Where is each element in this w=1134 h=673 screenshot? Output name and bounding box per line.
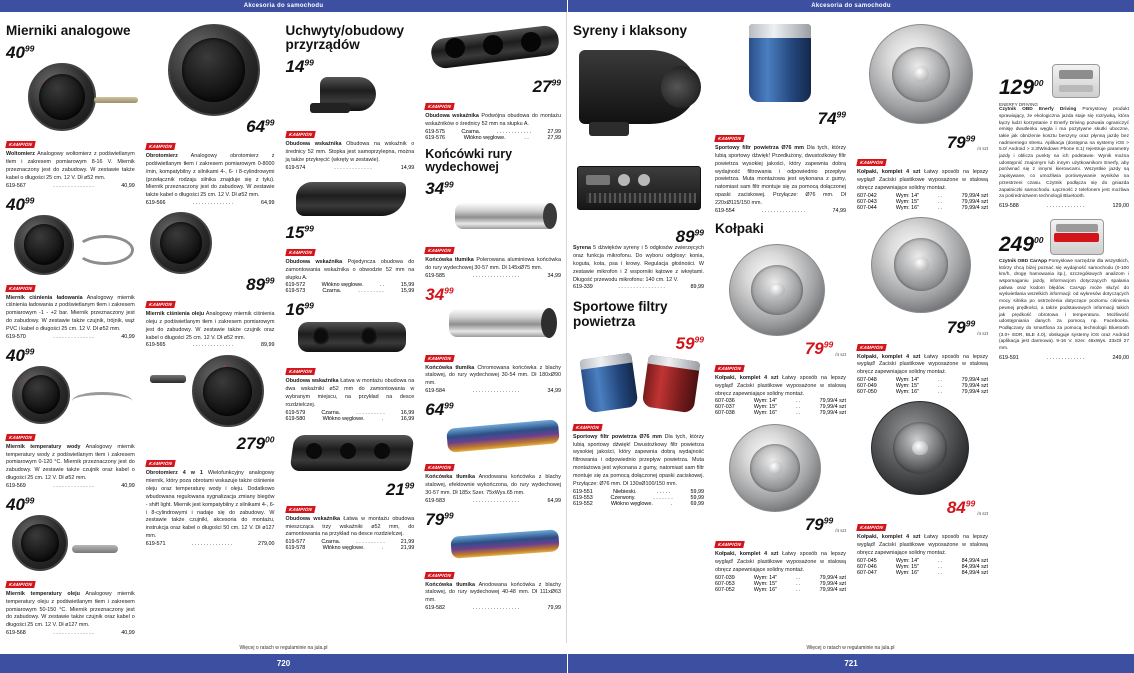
product-description: Sportowy filtr powietrza Ø76 mm Dla tych, którzy lubią sportowy dźwięk! Dwustożkowy filtr powietrza wysokiej jakości, który zapewnia dobrą wydajność filtrowania i odpowiednio przepływ powietrza. Muta montażowa jest wykonana z gumy, natomiast sam filtr montuje się za pomocą dołączonej opaski zaciskowej. Przyłącze: Ø76 mm. Dł 130xØ100/150 mm. [573,433,704,487]
product-code-line: 619-568 . . . . . . . . . . . . . . 40,99 [6,630,135,636]
price: $89^{99}$ [246,275,275,295]
product-description: Czytnik OBD CarApp Pomysłowe narzędzie dla wszystkich, którzy chcą biżej poznać się wydajność samochodu (0-100 km/h, drogę hamowania itp.), szczegółowych analizom i wspomaganiu jazdy, informacjom dotyczących spalania paliwa oraz kodom błędów. CarApp może służyć do wyświetlania wszelkich informacji: od wykresów dotyczących mocy silnika po ostrzeżenia dotyczące poziomu ciśnienia pewnej prędkości, a także podstawowych informacji takich jak prędkość obrotowa i temperatura. Możliwość udostępniania danych za pomocą np. Facebooka. Podłączany do smartfona za pomocą technologii Bluetooth (3.0+ EDR, BLE 4.0), obsługuje systemy iOS oraz Android (aplikacja jest darmowa). 9-16 V. Szer. 46xWys. 33xGł 27 mm. [999,258,1129,352]
price: $59^{99}$ [675,333,704,353]
product-item [6,44,135,188]
product-code: 619-571 [145,540,166,547]
banner-right: Akcesoria do samochodu [567,0,1134,12]
product-code: 619-565 [145,342,166,349]
column-exhaust-tips [419,18,566,643]
product-image [146,24,275,116]
product-description: Kołpaki, komplet 4 szt Łatwy sposób na lepszy wygląd! Zaciski plastikowe wyposażone w stalową obręcz zapewniające solidny montaż. [857,534,988,556]
price: $64^{99}$ [246,117,275,137]
product-code: 619-576 [425,134,446,141]
product-image [573,166,704,226]
price: $15^{99}$ [285,222,314,242]
product-description: Końcówka tłumika Anodowana końcówka z blachy stalowej, efektownie wykończona, do rury wydechowej 30-57 mm. Dł 185x Szer. 75xWys.65 mm. [425,474,561,496]
product-code-price: 79,99/4 szt [961,377,988,384]
product-code-line: 619-552 Włókno węglowe. . 69,99 [573,500,704,507]
product-code-line: 607-039 Wym: 14" . . 79,99/4 szt [715,574,846,581]
product-description: Kołpaki, komplet 4 szt Łatwy sposób na lepszy wygląd! Zaciski plastikowe wyposażone w stalową obręcz zapewniające solidny montaż. [715,551,846,574]
brand-logo: KAMPION [285,249,316,256]
unit-label: /4 szt [835,351,846,357]
product-code-line: 607-052 Wym: 16" . . 79,99/4 szt [715,586,846,593]
price: $64^{99}$ [425,400,454,420]
product-image [146,212,275,274]
product-code-line: 619-588 . . . . . . . . . . . . . 129,00 [999,202,1129,209]
product-code: 619-579 [285,409,306,416]
product-code-line: 619-573 Czarna. . . . . . . . . . 15,99 [285,288,415,295]
product-code-price: 14,99 [400,164,415,171]
product-code-price: 21,99 [400,539,415,546]
footer-note-left: Więcej o ratach w regulaminie na jula.pl [239,645,328,651]
product-name: Końcówka tłumika [425,257,474,263]
column-sirens [567,18,709,643]
product-code-price: 79,99/4 szt [819,404,846,411]
product-name: Kołpaki, komplet 4 szt [857,353,921,360]
product-name: Końcówka tłumika [425,581,475,588]
product-name: Obrotomierz 4 w 1 [145,470,203,477]
product-name: Obudowa wskaźnika [285,258,343,265]
product-code-line: 619-576 Włókno węglowe. . . 27,99 [425,134,561,141]
product-code-price: 79,99/4 szt [819,586,846,593]
page-banners [0,0,1134,12]
section-title-analog: Mierniki analogowe [6,23,131,39]
product-code-price: 40,99 [121,333,135,340]
product-image [425,528,561,562]
price: $74^{99}$ [817,109,846,129]
product-code: 619-573 [285,288,306,295]
section-title-sirens: Syreny i klaksony [573,23,688,39]
product-code-line: 607-045 Wym: 14" . . 84,99/4 szt [857,557,988,564]
product-code-price: 64,99 [261,200,275,207]
product-code-price: 40,99 [121,630,135,636]
product-code: 619-591 [999,354,1019,361]
product-code: 619-553 [573,494,593,501]
product-code: 619-568 [6,630,26,636]
product-name: Kołpaki, komplet 4 szt [715,374,779,381]
price: $89^{99}$ [675,227,704,247]
price: $79^{99}$ [946,317,976,337]
product-image [857,24,988,132]
product-code-line: 619-578 Włókno węglowe. . 21,99 [285,545,415,552]
price: $249^{00}$ [999,232,1044,256]
price: $21^{99}$ [385,479,415,499]
product-description: Obudowa wskaźnika Obudowa na wskaźnik o średnicy 52 mm. Stopka jest samoprzylepna, można ją także przykręcić (wkręty w zestawie). [285,141,415,164]
product-image [715,242,846,338]
product-code-price: 89,99 [261,342,275,349]
product-code: 607-049 [857,383,877,390]
product-code-price: 89,99 [690,284,704,291]
product-image [286,75,415,121]
page-number-right: 721 [567,654,1134,673]
product-code: 619-583 [425,497,446,504]
price: $79^{99}$ [425,509,454,529]
product-image [425,197,561,237]
product-name: Obudowa wskaźnika [285,515,341,522]
product-code-price: 79,99/4 szt [961,383,988,390]
product-name: Miernik temperatury wody [6,443,81,450]
product-description: Obudowa wskaźnika Łatwa w montażu obudowa na dwa wskaźniki ø52 mm do zamontowania w wybranym miejscu, na przykład na desce rozdzielczej. [285,378,415,408]
section-title-filters: Sportowe filtry powietrza [573,299,668,329]
footer-notes [0,643,1134,654]
product-code: 619-566 [145,200,166,207]
product-name: Kołpaki, komplet 4 szt [857,169,921,176]
brand-logo: KAMPION [714,365,745,372]
product-image [715,22,846,108]
product-code-line: 607-049 Wym: 15" . . 79,99/4 szt [857,383,988,390]
product-code-line: 619-584 . . . . . . . . . . . . . . . . 34,99 [425,388,561,395]
brand-logo: KAMPION [425,355,456,362]
product-description: Obudowa wskaźnika Podwójna obudowa do montażu wskaźników o średnicy 52 mm na słupku A. [425,113,561,127]
unit-label: /4 szt [835,528,846,534]
price: $14^{99}$ [285,57,314,77]
brand-logo: KAMPION [285,506,316,513]
product-item [286,301,415,421]
product-code-price: 16,99 [400,409,415,416]
product-description: Syrena 5 dźwięków syreny i 5 odgłosów zwierzęcych oraz funkcja mikrofonu. Do wyboru odgłosy: konia, koguta, kota, psa i krowy. Regulacja głośności. W zestawie mikrofon i 2 wsporniki kątowe z wkrętami. Długość przewodu mikrofonu: 140 cm. 12 V. [573,245,704,283]
product-code: 607-036 [715,398,735,405]
product-code-line: 607-037 Wym: 15" . . 79,99/4 szt [715,404,846,411]
product-code-line: 619-566 . . . . . . . . . . . . . . 64,99 [145,200,275,207]
product-code: 619-551 [573,488,593,495]
brand-logo: KAMPION [285,368,316,375]
product-description: Obudowa wskaźnika Pojedyncza obudowa do zamontowania wskaźnika o obwodzie 52 mm na słupku A. [285,258,415,281]
product-code: 619-588 [999,202,1019,209]
product-code: 619-554 [715,207,735,214]
product-code-line: 607-044 Wym: 16" . . 79,99/4 szt [857,204,988,211]
brand-logo: KAMPION [714,541,745,548]
price: $79^{99}$ [804,338,834,358]
product-item [6,347,135,489]
product-name: Kołpaki, komplet 4 szt [715,551,779,558]
product-image [425,22,561,76]
price: $129^{00}$ [999,76,1044,100]
product-code-price: 279,00 [258,540,275,547]
price: $279^{00}$ [236,434,275,454]
brand-logo: KAMPION [856,344,887,351]
brand-logo: KAMPION [5,434,36,441]
right-page [567,12,1134,643]
product-code: 619-569 [6,482,26,489]
product-item [425,180,561,279]
product-code-price: 84,99/4 szt [961,563,988,570]
product-code-price: 59,99 [690,488,704,495]
product-code-line: 619-572 Włókno węglowe. . . 15,99 [285,282,415,289]
product-code-line: 607-053 Wym: 15" . . 79,99/4 szt [715,580,846,587]
section-title-exhaust: Końcówki rury wydechowej [425,146,513,174]
product-image [6,515,135,571]
product-name: Miernik temperatury oleju [6,590,80,597]
product-image [146,355,275,433]
product-name: Obrotomierz [145,153,178,160]
price: $79^{99}$ [946,133,976,153]
product-name: Obudowa wskaźnika [285,378,339,385]
product-description: Miernik temperatury wody Analogowy miernik temperatury wody z podświetlanym tłem i zakresem pomiarowym 0-120 °C. Miernik przeznaczony jest do zabudowy. W zestawie także czujnik oraz kabel o długości 25 cm. 12 V. Dł ø52 mm. [6,443,135,482]
product-description: Miernik ciśnienia oleju Analogowy miernik ciśnienia oleju z podświetlanym tłem i zakresem pomiarowym jest do zabudowy. W zestawie także czujnik oraz kabel o długości 25 cm. 12 V. Dł ø52 mm. [145,311,275,341]
brand-logo: KAMPION [425,247,456,254]
brand-logo: KAMPION [5,581,36,588]
product-item [146,212,275,348]
product-code: 607-038 [715,410,735,417]
footer-note-right: Więcej o ratach w regulaminie na jula.pl [806,645,895,651]
product-item [425,286,561,394]
product-code-line: 619-554 . . . . . . . . . . . . . . . 74,99 [715,207,846,214]
product-code-price: 15,99 [400,282,415,289]
product-description: Końcówka tłumika Chromowana końcówka z blachy stalowej, do rury wydechowej 30-54 mm. Dł 180xØ90 mm. [425,364,561,387]
product-code-price: 34,99 [547,388,561,395]
product-code-line: 619-583 . . . . . . . . . . . . . . . . 64,99 [425,497,561,504]
product-description: Obrotomierz Analogowy obrotomierz z podświetlanym tłem i zakresem pomiarowym 0-8000 /min, kompatybilny z silnikami 4-, 6- i 8-cylindrowymi (przełącznik rodzaju silnika znajduje się z tyłu). Miernik przeznaczony jest do zabudowy. W zestawie także kabel o długości 25 cm. 12 V. Dł ø52 mm. [145,153,275,199]
product-code-price: 79,99 [547,605,561,612]
brand-logo: KAMPION [425,464,456,471]
product-code-price: 27,99 [547,128,561,135]
product-image [857,401,988,497]
price: $40^{99}$ [6,194,35,214]
product-code: 619-580 [285,415,306,422]
product-code-line: 619-570 . . . . . . . . . . . . . . 40,99 [6,333,135,340]
product-image [857,217,988,317]
product-code-price: 79,99/4 szt [961,198,988,205]
product-code: 619-584 [425,388,446,395]
brand-logo: KAMPION [5,285,36,292]
product-code-price: 79,99/4 szt [819,398,846,405]
column-hubcaps-2 [851,18,993,643]
price: $27^{99}$ [532,77,561,97]
product-code: 607-037 [715,404,735,411]
product-description: Obrotomierz 4 w 1 Wielofunkcyjny analogowy miernik, który poza obrotami wskazuje także ciśnienie oleju oraz temperaturę wody i oleju. Dodatkowo wbudowana regulowana sygnalizacja zmiany biegów - shift light. Miernik jest kompatybilny z silnikami 4-, 6- i 8-cylindrowymi i nadaje się do zabudowy. W zestawie także czujniki, akcesoria do montażu, instrukcja oraz kabel o długości 50 cm. 12 V. Dł ø127 mm. [145,470,275,539]
product-code-line: 619-577 Czarna. . . . . . . . . . . 21,99 [285,539,415,546]
price: $84^{99}$ [946,498,976,518]
banner-left: Akcesoria do samochodu [0,0,567,12]
product-name: Miernik ciśnienia ładowania [6,294,83,301]
product-name: Końcówka tłumika [425,364,475,371]
product-code-price: 27,99 [547,134,561,141]
product-code: 619-582 [425,605,446,612]
product-code: 619-575 [425,128,446,135]
product-code-line: 619-575 Czarna. . . . . . . . . . . . . 27,99 [425,128,561,135]
product-code-price: 40,99 [121,182,135,189]
product-code: 619-572 [285,282,306,289]
product-code: 607-039 [715,574,735,581]
product-code-price: 74,99 [832,207,846,214]
product-item [425,401,561,503]
product-code-line: 607-038 Wym: 16" . . 79,99/4 szt [715,410,846,417]
product-description: Końcówka tłumika Anodowana końcówka z blachy stalowej, do rury wydechowej 40-48 mm. Dł 111xØ63 mm. [425,581,561,604]
product-item [286,58,415,170]
unit-label: /4 szt [977,511,988,517]
brand-logo: KAMPION [856,159,887,166]
product-code: 607-047 [857,569,877,576]
product-image [6,63,135,131]
product-code: 607-048 [857,377,877,384]
product-description: Czytnik OBD Enerfy Driving Pomystowy produkt sprawiający, że ekologiczna jazda staje się rozrywką, która łączy ludzi korzystanie z Enerfy Driving pozwala ograniczyć emisję dwutlenku węgla i ma pozytywne skutki uboczne, takie jak obniżenie kosztu benzyny oraz płynną jazdę bez nadmiernego stresu. Aplikacja (dostępna na systemy iOS > 5.0/ Android > 2.3/Windows Phone 8.1) rejestruje parametry jazdy i oblicza punkty na ich podstawie. Wynik można udostępnić znajomym lub innym użytkownikom Enerfy, aby porównać się z innymi kierowcami. Wszystkie jazdy są zapisywane, co umożliwia porównywanie wyników na przestrzeni czasu. Czytnik podłącza się do gniazda zapalniczki samochodu. Łączność z telefonem jest możliwa za pośrednictwem technologii Bluetooth. [999,107,1130,200]
product-name: Kołpaki, komplet 4 szt [857,534,921,541]
product-code-price: 34,99 [547,272,561,279]
price: $40^{99}$ [6,43,35,63]
product-code-price: 79,99/4 szt [961,204,988,211]
product-code-price: 79,99/4 szt [819,580,846,587]
product-name: Obudowa wskaźnika [285,141,342,148]
product-code-line: 619-551 Niebieski. . . . . . 59,99 [573,488,704,495]
unit-label: /4 szt [977,146,988,152]
product-code-line: 619-585 . . . . . . . . . . . . . . . . 34,99 [425,272,561,279]
product-description: Miernik ciśnienia ładowania Analogowy miernik ciśnienia ładowania z podświetlanym tłem i zakresem pomiarowym -1 - +2 bar. Miernik przeznaczony jest do zabudowy. W zestawie także czujnik, trójnik, wąż PVC i kabel o długości 25 cm. 12 V. Dł ø52 mm. [6,294,135,332]
column-analog-gauges [0,18,140,643]
product-code-price: 129,00 [1112,202,1129,209]
product-image [286,429,415,479]
product-code-price: 64,99 [547,497,561,504]
product-code: 619-577 [285,539,306,546]
product-item [146,355,275,546]
product-code-line: 619-580 Włókno węglowe. . 16,99 [285,415,415,422]
product-description: Sportowy filtr powietrza Ø76 mm Dla tych, którzy lubią sportowy dźwięk! Przedłużony, dwustożkowy filtr powietrza wysokiej jakości, który zapewnia dobrą wydajność filtrowania i odpowiednio przepływ powietrza. Muta montażowa jest wykonana z gumy, natomiast sam filtr montuje się za pomocą dołączonej opaski zaciskowej. Przyłącze: Ø76 mm. Dł 220xØ115/150 mm. [715,145,846,206]
section-title-handles: Uchwyty/obudowy przyrządów [285,23,405,53]
product-code-line: 619-579 Czarna. . . . . . . . . . . 16,99 [285,409,415,416]
brand-logo: KAMPION [425,572,456,579]
price: $34^{99}$ [425,179,454,198]
product-code-price: 16,99 [400,415,415,422]
brand-logo: KAMPION [145,301,176,308]
product-description: Kołpaki, komplet 4 szt Łatwy sposób na lepszy wygląd! Zaciski plastikowe wyposażone w stalową obręcz zapewniające solidny montaż. [857,353,988,376]
product-code: 619-574 [285,164,306,171]
brand-logo: KAMPION [856,524,887,531]
product-code-price: 69,99 [690,500,704,507]
price: $40^{99}$ [6,345,35,365]
product-code-price: 15,99 [400,288,415,295]
product-code-line: 619-339 . . . . . . . . . . . . . . . . 89,99 [573,284,704,291]
product-code: 607-043 [857,198,877,205]
product-code-line: 619-582 . . . . . . . . . . . . . . . . 79,99 [425,605,561,612]
product-code-line: 607-036 Wym: 14" . . 79,99/4 szt [715,398,846,405]
product-code-line: 607-043 Wym: 15" . . 79,99/4 szt [857,198,988,205]
product-image [6,366,135,424]
product-code-price: 79,99/4 szt [819,574,846,581]
product-item [425,511,561,611]
column-gauge-housings [280,18,420,643]
product-item [286,429,415,551]
left-page [0,12,567,643]
product-item [286,178,415,294]
product-code: 619-570 [6,333,26,340]
product-code-price: 79,99/4 szt [819,410,846,417]
product-description: Miernik temperatury oleju Analogowy miernik temperatury oleju z podświetlanym tłem i zakresem pomiarowym 50-150 °C. Miernik przeznaczony jest do zabudowy. W zestawie także czujnik oraz kabel o długości 25 cm. 12 V. Dł ø127 mm. [6,590,135,629]
product-name: Końcówka tłumika [425,474,475,481]
product-item [6,196,135,340]
product-code-price: 79,99/4 szt [961,192,988,199]
product-code-line: 619-553 Czerwony. . . . . . . . 59,99 [573,494,704,501]
product-code: 619-567 [6,182,26,189]
product-code-line: 619-574 . . . . . . . . . . . . . 14,99 [285,164,415,171]
product-code: 607-046 [857,563,877,570]
product-code-line: 619-565 . . . . . . . . . . . . . . 89,99 [145,342,275,349]
product-code: 619-339 [573,284,593,291]
product-name: Syrena [573,245,591,252]
product-name: Woltomierz [6,151,35,158]
product-code: 619-585 [425,272,446,279]
product-code-price: 59,99 [690,494,704,501]
brand-logo: KAMPION [425,103,456,110]
product-image [1052,64,1100,98]
product-code-line: 607-046 Wym: 15" . . 84,99/4 szt [857,563,988,570]
product-code: 607-052 [715,586,735,593]
product-description: Kołpaki, komplet 4 szt Łatwy sposób na lepszy wygląd! Zaciski plastikowe wyposażone w stalową obręcz zapewniające solidny montaż. [857,169,988,191]
product-label-top: ENERFY DRIVING [999,102,1038,108]
price: $79^{99}$ [804,515,834,535]
brand-logo: KAMPION [714,135,745,142]
product-item [6,496,135,636]
brand-logo: KAMPION [145,460,176,467]
product-code-line: 607-048 Wym: 14" . . 79,99/4 szt [857,377,988,384]
product-code-price: 249,00 [1112,354,1129,361]
column-filters-hubcaps [709,18,851,643]
price: $40^{99}$ [6,494,35,514]
product-code: 607-050 [857,389,877,396]
product-description: Woltomierz Analogowy woltomierz z podświetlanym tłem i zakresem pomiarowym 8-16 V. Miernik przeznaczony jest do zabudowy. W zestawie także kabel o długości 25 cm. 12 V. Dł ø52 mm. [6,151,135,181]
product-image [286,178,415,222]
product-name: Sportowy filtr powietrza Ø76 mm [573,433,662,440]
product-code-line: 619-567 . . . . . . . . . . . . . . 40,99 [6,182,135,189]
product-image [1050,219,1104,255]
product-description: Końcówka tłumika Polerowana aluminiowa końcówka do rury wydechowej 30-57 mm. Dł 145xØ75 mm. [425,257,561,271]
column-obd-readers [993,18,1134,643]
product-image [715,422,846,514]
product-image [425,418,561,454]
product-code-line: 619-571 . . . . . . . . . . . . . . 279,00 [145,540,275,547]
product-code-line: 619-591 . . . . . . . . . . . . . 249,00 [999,354,1129,361]
product-image [6,215,135,275]
product-code-price: 40,99 [121,482,135,489]
product-code: 607-044 [857,204,877,211]
product-code-line: 607-047 Wym: 16" . . 84,99/4 szt [857,569,988,576]
product-code-line: 607-042 Wym: 14" . . 79,99/4 szt [857,192,988,199]
brand-logo: KAMPION [572,424,603,431]
product-code: 619-552 [573,500,593,507]
product-image [286,318,415,358]
product-description: Obudowa wskaźnika Łatwa w montażu obudowa mieszcząca trzy wskaźniki ø52 mm, do zamontowania na przykład na desce rozdzielczej. [285,515,415,538]
product-code: 607-045 [857,557,877,564]
product-code-price: 21,99 [400,545,415,552]
product-code-price: 79,99/4 szt [961,389,988,396]
brand-logo: KAMPION [285,131,316,138]
product-image [425,303,561,345]
unit-label: /4 szt [977,330,988,336]
brand-logo: KAMPION [5,141,36,148]
product-code: 607-053 [715,580,735,587]
product-name: Czytnik OBD CarApp [999,258,1048,264]
section-title-hubcaps: Kołpaki [715,220,764,236]
product-code-line: 607-050 Wym: 16" . . 79,99/4 szt [857,389,988,396]
page-number-left: 720 [0,654,567,673]
product-image [573,44,704,164]
page-footer [0,654,1134,673]
product-name: Czytnik OBD Enerfy Driving [999,107,1077,113]
brand-logo: KAMPION [145,143,176,150]
product-description: Kołpaki, komplet 4 szt Łatwy sposób na lepszy wygląd! Zaciski plastikowe wyposażone w stalową obręcz zapewniające solidny montaż. [715,374,846,397]
price: $34^{99}$ [425,284,454,304]
product-code: 619-578 [285,545,306,552]
product-name: Miernik ciśnienia oleju [145,311,205,318]
column-tachometers [140,18,280,643]
product-name: Obudowa wskaźnika [425,113,479,120]
product-name: Sportowy filtr powietrza Ø76 mm [715,145,804,152]
product-code-line: 619-569 . . . . . . . . . . . . . . 40,99 [6,482,135,489]
product-code-price: 84,99/4 szt [961,557,988,564]
price: $16^{99}$ [285,300,314,320]
product-code: 607-042 [857,192,877,199]
product-code-price: 84,99/4 szt [961,569,988,576]
product-image [573,352,704,414]
